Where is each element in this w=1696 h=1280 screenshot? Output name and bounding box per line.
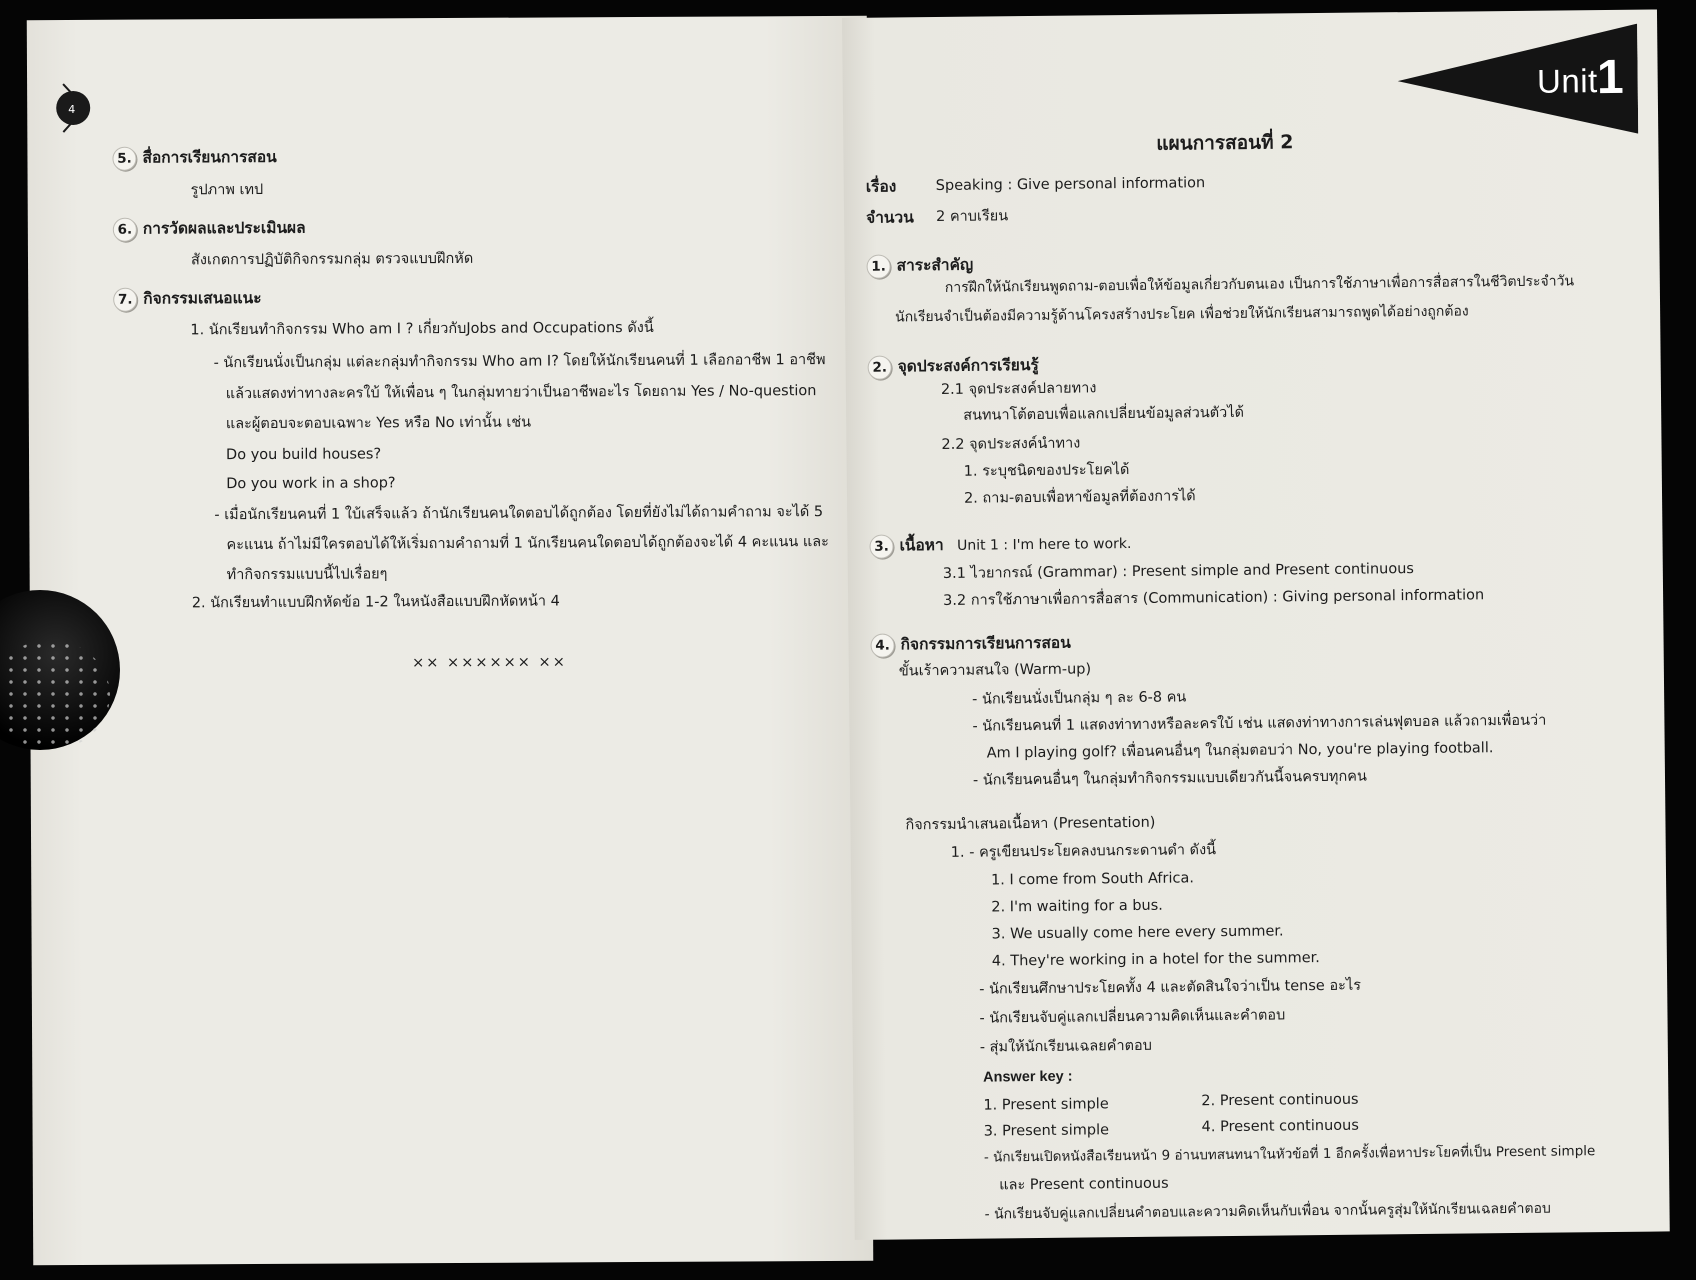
page-number: 4: [68, 102, 76, 116]
s2-line: 2. ถาม-ตอบเพื่อหาข้อมูลที่ต้องการได้: [963, 488, 1196, 507]
step-line: - นักเรียนจับคู่แลกเปลี่ยนความคิดเห็นและคำตอบ: [979, 1007, 1286, 1027]
section-2-heading: [868, 354, 1039, 380]
section-title: กิจกรรมการเรียนการสอน: [900, 633, 1071, 654]
s7-line: - นักเรียนนั่งเป็นกลุ่ม แต่ละกลุ่มทำกิจกรรม Who am I? โดยให้นักเรียนคนที่ 1 เลือกอาชีพ 1 อาชีพ: [213, 352, 826, 372]
unit-number: 1: [1596, 50, 1624, 105]
after-line: - นักเรียนจับคู่แลกเปลี่ยนคำตอบและความคิดเห็นกับเพื่อน จากนั้นครูสุ่มให้นักเรียนเฉลยคำตอบ: [984, 1200, 1551, 1223]
s1-line: นักเรียนจำเป็นต้องมีความรู้ด้านโครงสร้างประโยค เพื่อช่วยให้นักเรียนสามารถพูดได้อย่างถูกต้อง: [895, 303, 1469, 326]
section-6-heading: [113, 217, 306, 242]
page-number-badge: [55, 78, 95, 138]
answer-item: 4. Present continuous: [1201, 1117, 1359, 1136]
s3-line: 3.1 ไวยากรณ์ (Grammar) : Present simple and Present continuous: [942, 561, 1414, 582]
periods-label: จำนวน: [865, 208, 914, 227]
s2-line: 1. ระบุชนิดของประโยคได้: [963, 462, 1130, 480]
right-page: [842, 9, 1670, 1239]
example-sentence: 2. I'm waiting for a bus.: [991, 897, 1163, 916]
after-line: - นักเรียนเปิดหนังสือเรียนหน้า 9 อ่านบทสนทนาในหัวข้อที่ 1 อีกครั้งเพื่อหาประโยคที่เป็น Present simple: [983, 1143, 1596, 1166]
answer-item: 2. Present continuous: [1201, 1091, 1359, 1110]
example-sentence: 3. We usually come here every summer.: [991, 923, 1284, 943]
section-number: 5.: [112, 147, 136, 171]
section-5-body: รูปภาพ เทป: [190, 181, 264, 199]
s7-line: 1. นักเรียนทำกิจกรรม Who am I ? เกี่ยวกับJobs and Occupations ดังนี้: [190, 319, 654, 339]
s7-line: และผู้ตอบจะตอบเฉพาะ Yes หรือ No เท่านั้น เช่น: [225, 414, 532, 433]
periods-value: 2 คาบเรียน: [936, 208, 1009, 226]
topic-label: เรื่อง: [865, 177, 897, 196]
section-5-heading: [112, 146, 276, 171]
s2-line: สนทนาโต้ตอบเพื่อแลกเปลี่ยนข้อมูลส่วนตัวได้: [963, 404, 1245, 424]
section-number: 2.: [868, 355, 892, 379]
section-title: สื่อการเรียนการสอน: [142, 147, 277, 167]
warmup-line: - นักเรียนคนอื่นๆ ในกลุ่มทำกิจกรรมแบบเดียวกันนี้จนครบทุกคน: [972, 768, 1367, 789]
s7-line: Do you build houses?: [225, 446, 382, 464]
end-divider: ×× ×××××× ××: [412, 654, 567, 672]
after-line: และ Present continuous: [999, 1175, 1169, 1194]
s7-line: คะแนน ถ้าไม่มีใครตอบได้ให้เริ่มถามคำถามที่ 1 นักเรียนคนใดตอบได้ถูกต้องจะได้ 4 คะแนน และ: [226, 534, 829, 554]
section-number: 1.: [866, 255, 890, 279]
section-title: จุดประสงค์การเรียนรู้: [897, 355, 1039, 376]
step-line: - นักเรียนศึกษาประโยคทั้ง 4 และตัดสินใจว่าเป็น tense อะไร: [979, 977, 1362, 998]
warmup-line: - นักเรียนคนที่ 1 แสดงท่าทางหรือละครใบ้ เช่น แสดงท่าทางการเล่นฟุตบอล แล้วถามเพื่อนว่า: [972, 712, 1547, 735]
left-page: [27, 16, 874, 1265]
s7-line: ทำกิจกรรมแบบนี้ไปเรื่อยๆ: [226, 566, 388, 584]
section-4-heading: [870, 632, 1070, 658]
section-number: 6.: [113, 218, 137, 242]
answer-item: 1. Present simple: [983, 1096, 1109, 1114]
section-number: 4.: [870, 633, 894, 657]
answer-key-title: Answer key :: [983, 1068, 1073, 1086]
s7-line: แล้วแสดงท่าทางละครใบ้ ให้เพื่อน ๆ ในกลุ่มทายว่าเป็นอาชีพอะไร โดยถาม Yes / No-question: [225, 383, 817, 403]
warmup-line: Am I playing golf? เพื่อนคนอื่นๆ ในกลุ่มตอบว่า No, you're playing football.: [986, 740, 1494, 762]
section-3-heading: [869, 532, 1131, 559]
s7-line: 2. นักเรียนทำแบบฝึกหัดข้อ 1-2 ในหนังสือแบบฝึกหัดหน้า 4: [191, 593, 560, 612]
s3-line: 3.2 การใช้ภาษาเพื่อการสื่อสาร (Communication) : Giving personal information: [943, 587, 1485, 609]
section-title: สาระสำคัญ: [896, 255, 974, 275]
s7-line: - เมื่อนักเรียนคนที่ 1 ใบ้เสร็จแล้ว ถ้านักเรียนคนใดตอบได้ถูกต้อง โดยที่ยังไม่ได้ถามคำถาม จะได้ 5: [214, 504, 824, 524]
section-number: 7.: [113, 288, 137, 312]
unit-label: Unit: [1536, 62, 1598, 100]
s1-line: การฝึกให้นักเรียนพูดถาม-ตอบเพื่อให้ข้อมูลเกี่ยวกับตนเอง เป็นการใช้ภาษาเพื่อการสื่อสารในชีวิตประจำวัน: [944, 273, 1575, 296]
s2-line: 2.2 จุดประสงค์นำทาง: [941, 435, 1081, 453]
topic-value: Speaking : Give personal information: [935, 175, 1206, 195]
presentation-head: 1. - ครูเขียนประโยคลงบนกระดานดำ ดังนี้: [950, 842, 1217, 861]
section-7-heading: [113, 287, 261, 312]
warmup-title: ขั้นเร้าความสนใจ (Warm-up): [898, 661, 1092, 680]
section-1-heading: [866, 254, 973, 279]
example-sentence: 1. I come from South Africa.: [990, 870, 1195, 889]
section-title: การวัดผลและประเมินผล: [142, 218, 306, 238]
s7-line: Do you work in a shop?: [226, 475, 396, 493]
s3-inline: Unit 1 : I'm here to work.: [956, 535, 1132, 554]
answer-item: 3. Present simple: [983, 1122, 1110, 1140]
section-title: กิจกรรมเสนอแนะ: [143, 288, 262, 308]
section-6-body: สังเกตการปฏิบัติกิจกรรมกลุ่ม ตรวจแบบฝึกหัด: [190, 250, 474, 269]
presentation-title: กิจกรรมนำเสนอเนื้อหา (Presentation): [905, 814, 1156, 834]
section-title: เนื้อหา: [899, 535, 944, 555]
example-sentence: 4. They're working in a hotel for the summer.: [991, 950, 1320, 970]
warmup-line: - นักเรียนนั่งเป็นกลุ่ม ๆ ละ 6-8 คน: [972, 689, 1187, 708]
plan-title: แผนการสอนที่ 2: [1156, 131, 1294, 155]
s2-line: 2.1 จุดประสงค์ปลายทาง: [940, 380, 1097, 398]
section-number: 3.: [869, 534, 893, 558]
step-line: - สุ่มให้นักเรียนเฉลยคำตอบ: [979, 1037, 1152, 1056]
